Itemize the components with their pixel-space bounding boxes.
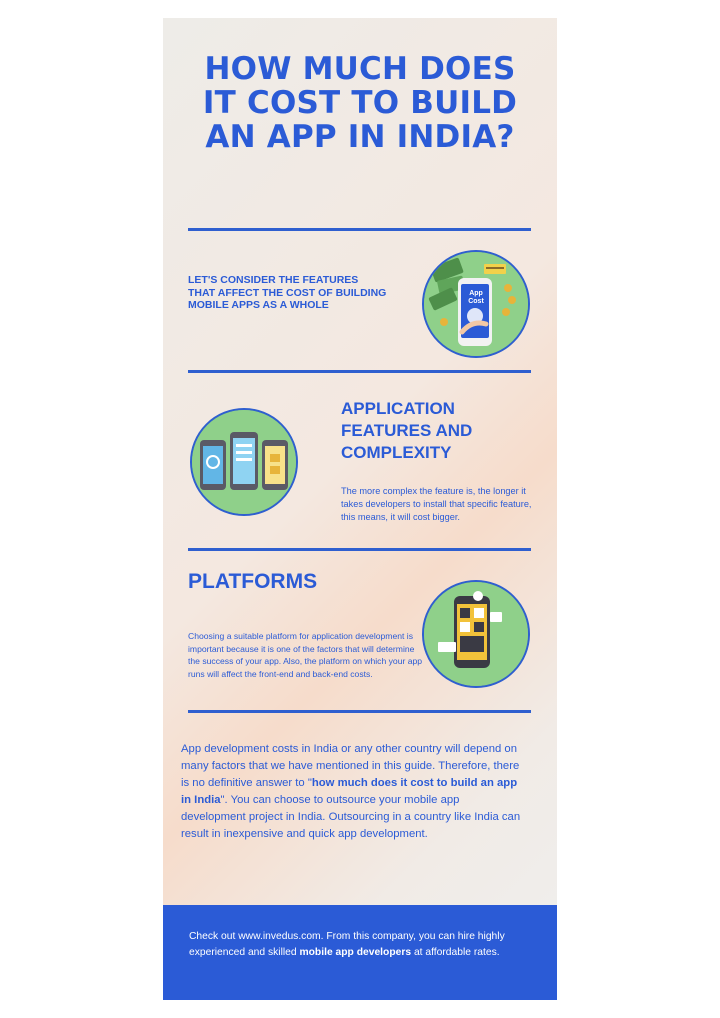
app-cost-illustration — [422, 250, 530, 358]
intro-text: LET'S CONSIDER THE FEATURES THAT AFFECT THE COST OF BUILDING MOBILE APPS AS A WHOLE — [188, 274, 387, 311]
divider-4 — [188, 710, 531, 713]
features-heading-line-3: COMPLEXITY — [341, 443, 452, 462]
platforms-body: Choosing a suitable platform for application development is important because it is one of the factors that will determine the success of your app. Also, the platform on which your app runs will affect the front-end and back-end costs. — [188, 631, 423, 679]
divider-1 — [188, 228, 531, 231]
platform-illustration — [422, 580, 530, 688]
footer-text-start: Check out www.invedus.com. From this company, you can hire highly experienced and skilled — [189, 931, 505, 958]
phone-label — [459, 290, 493, 306]
divider-3 — [188, 548, 531, 551]
mobile-screen-icon — [424, 582, 528, 686]
platforms-heading: PLATFORMS — [188, 570, 318, 593]
features-heading — [341, 398, 541, 464]
footer-banner — [163, 905, 557, 1000]
title-line-3: AN APP IN INDIA? — [205, 119, 515, 155]
divider-2 — [188, 370, 531, 373]
footer-text — [189, 929, 519, 960]
footer-keyword: mobile app developers — [299, 946, 412, 958]
title-line-1: HOW MUCH DOES — [204, 51, 516, 87]
infographic-sheet — [163, 18, 557, 1000]
devices-illustration — [190, 408, 298, 516]
footer-text-end: at affordable rates. — [411, 946, 500, 958]
conclusion-paragraph — [181, 741, 521, 843]
devices-icon — [192, 410, 296, 514]
features-heading-line-2: FEATURES AND — [341, 421, 473, 440]
conclusion-text-end: ". You can choose to outsource your mobile app development project in India. Outsourcing in a country like India can result in inexpensive and quick app development. — [181, 794, 521, 840]
title-line-2: IT COST TO BUILD — [202, 85, 518, 121]
features-heading-line-1: APPLICATION — [341, 399, 455, 418]
features-body: The more complex the feature is, the longer it takes developers to install that specific feature, this means, it will cost bigger. — [341, 486, 532, 522]
conclusion-text-start: App development costs in India or any other country will depend on many factors that we have mentioned in this guide. Therefore, there is no definitive answer to " — [181, 743, 520, 789]
page-title — [163, 52, 557, 154]
conclusion-keyword: how much does it cost to build an app in India — [181, 777, 518, 806]
phone-label-line-2: Cost — [468, 298, 484, 305]
phone-label-line-1: App — [469, 290, 483, 297]
